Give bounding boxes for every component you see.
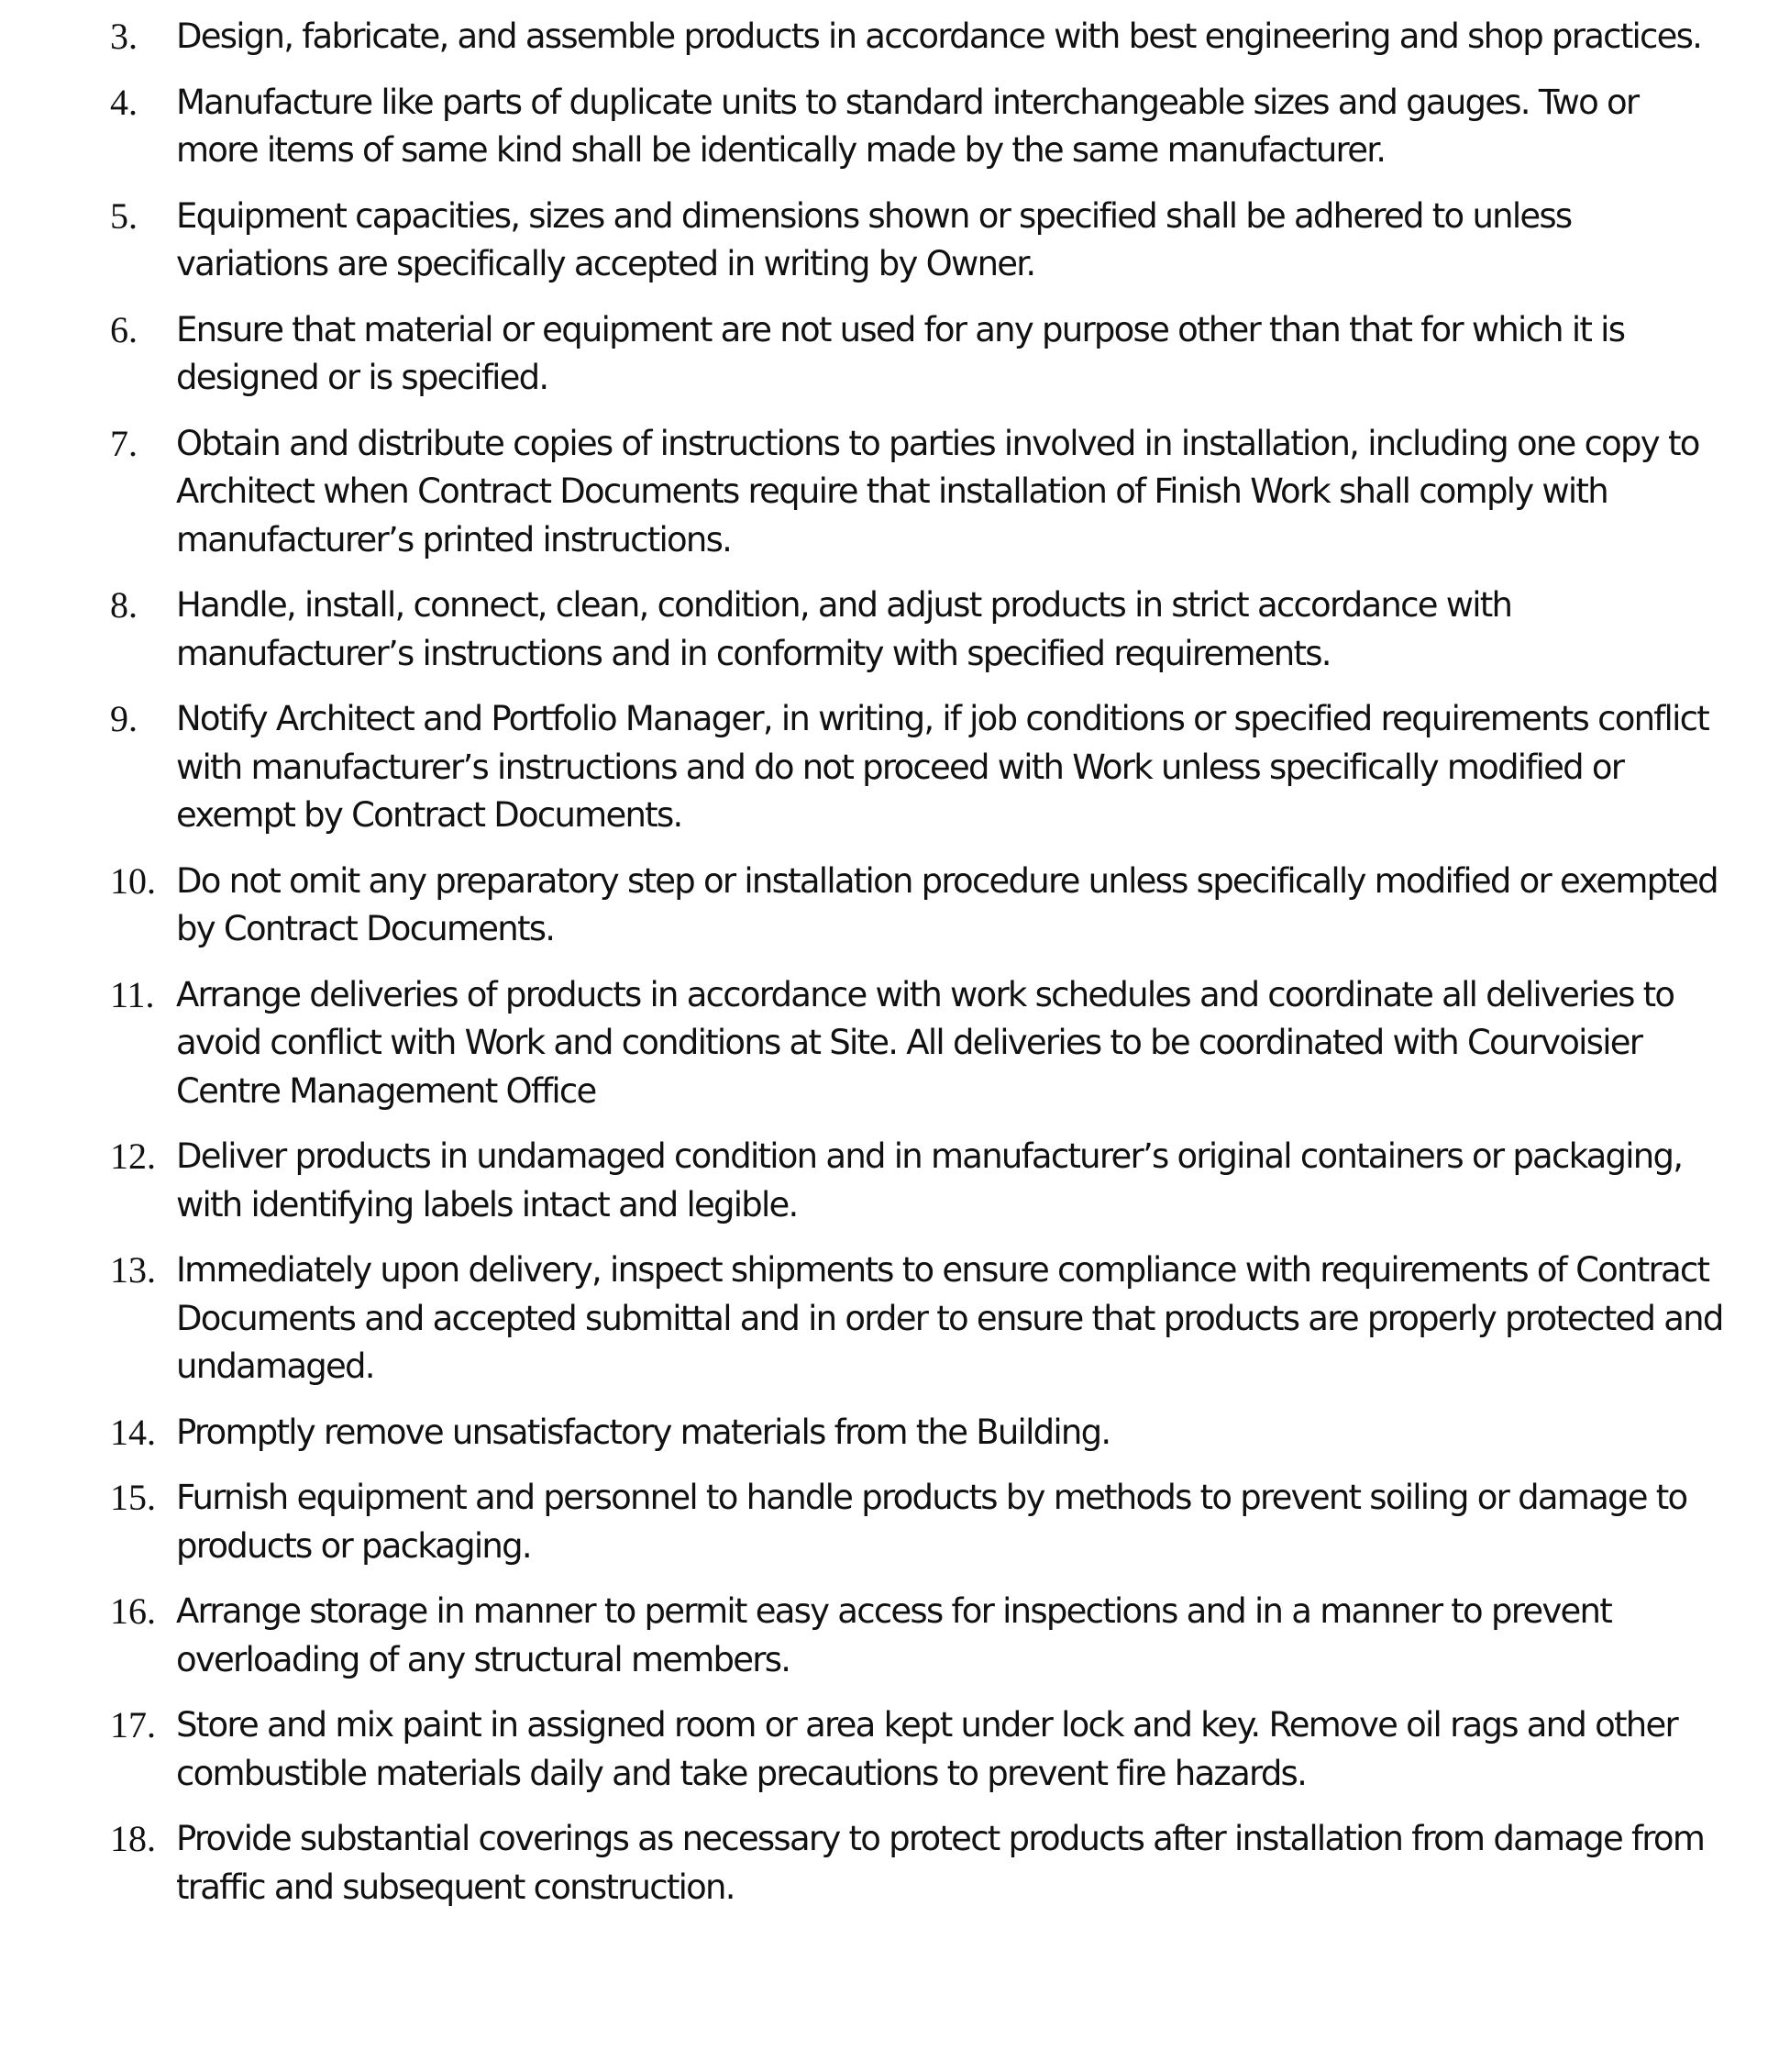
list-item-11 [110,971,1724,1116]
item-number: 5. [110,194,138,237]
item-number: 12. [110,1136,156,1177]
list-item-13 [110,1247,1724,1391]
item-number: 9. [110,698,138,739]
item-text: Provide substantial coverings as necessary to protect products after installation from damage from traffic and subsequent construction. [176,1819,1705,1907]
item-number: 14. [110,1411,156,1453]
item-text: Equipment capacities, sizes and dimensions shown or specified shall be adhered to unless variations are specifically accepted in writing by Owner. [176,195,1572,283]
item-text: Promptly remove unsatisfactory materials from the Building. [176,1412,1110,1452]
item-number: 3. [110,16,138,57]
item-number: 13. [110,1249,156,1291]
item-text: Immediately upon delivery, inspect shipments to ensure compliance with requirements of Contract Documents and accepted submittal and in order to ensure that products are properly protected and undamaged. [176,1250,1723,1386]
item-text: Manufacture like parts of duplicate units to standard interchangeable sizes and gauges. Two or more items of same kind shall be identically made by the same manufacturer. [176,82,1639,170]
item-text: Arrange storage in manner to permit easy access for inspections and in a manner to prevent overloading of any structural members. [176,1591,1611,1679]
item-text: Ensure that material or equipment are not used for any purpose other than that for which it is designed or is specified. [176,309,1625,397]
list-item-12 [110,1133,1724,1229]
item-number: 7. [110,422,138,464]
list-item-18 [110,1815,1724,1911]
list-item-16 [110,1588,1724,1684]
list-item-3 [110,13,1724,61]
item-text: Notify Architect and Portfolio Manager, in writing, if job conditions or specified requirements conflict with manufacturer’s instructions and do not proceed with Work unless specifically modified or exempt by Contract Documents. [176,699,1708,835]
item-number: 6. [110,308,138,350]
item-text: Design, fabricate, and assemble products in accordance with best engineering and shop practices. [176,17,1702,56]
requirements-list [110,13,1724,1929]
list-item-9 [110,695,1724,840]
item-text: Obtain and distribute copies of instructions to parties involved in installation, including one copy to Architect when Contract Documents require that installation of Finish Work shall comply with manufacturer’s printed instructions. [176,423,1699,560]
list-item-17 [110,1701,1724,1798]
list-item-6 [110,306,1724,403]
list-item-7 [110,420,1724,565]
item-text: Do not omit any preparatory step or installation procedure unless specifically modified or exempted by Contract Documents. [176,860,1718,948]
list-item-5 [110,193,1724,289]
list-item-15 [110,1474,1724,1570]
item-text: Store and mix paint in assigned room or area kept under lock and key. Remove oil rags and other combustible materials daily and take precautions to prevent fire hazards. [176,1705,1677,1793]
item-number: 15. [110,1477,156,1518]
item-number: 4. [110,81,138,123]
item-text: Deliver products in undamaged condition and in manufacturer’s original containers or packaging, with identifying labels intact and legible. [176,1136,1683,1224]
item-number: 18. [110,1818,156,1859]
item-number: 16. [110,1590,156,1632]
item-number: 10. [110,859,156,902]
item-text: Furnish equipment and personnel to handle products by methods to prevent soiling or damage to products or packaging. [176,1478,1687,1566]
list-item-10 [110,858,1724,954]
list-item-14 [110,1409,1724,1457]
item-number: 8. [110,584,138,626]
item-number: 11. [110,973,155,1015]
list-item-8 [110,582,1724,678]
item-number: 17. [110,1704,156,1745]
item-text: Arrange deliveries of products in accordance with work schedules and coordinate all deliveries to avoid conflict with Work and conditions at Site. All deliveries to be coordinated with Courvoisier Centre Management Office [176,974,1674,1111]
item-text: Handle, install, connect, clean, condition, and adjust products in strict accordance with manufacturer’s instructions and in conformity with specified requirements. [176,585,1512,673]
list-item-4 [110,79,1724,175]
